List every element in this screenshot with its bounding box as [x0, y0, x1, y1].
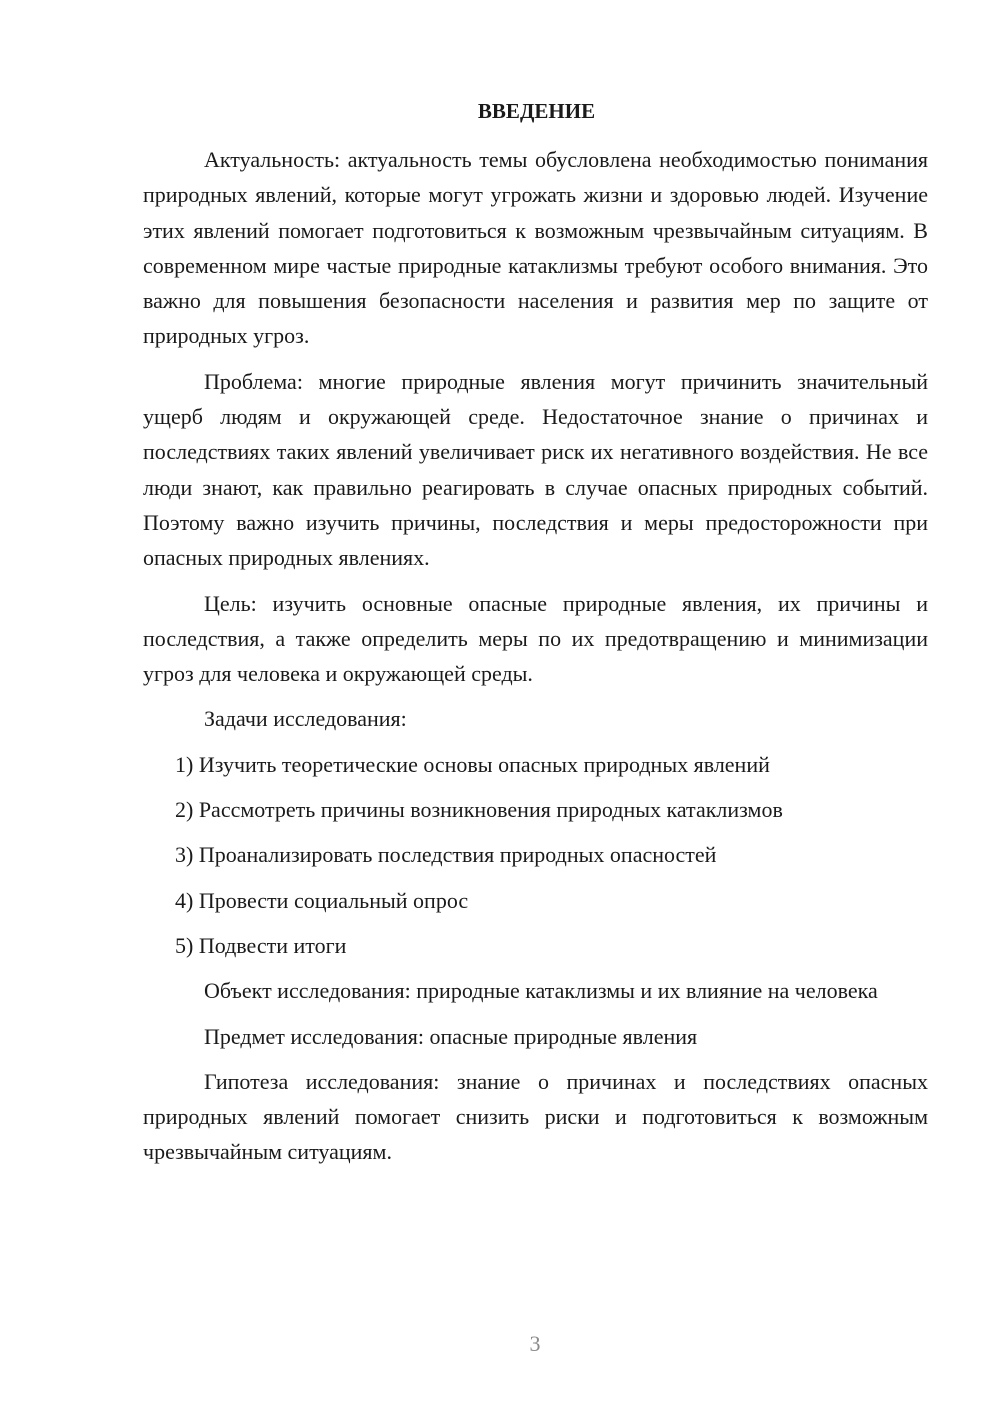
task-item: 4) Провести социальный опрос [175, 887, 469, 913]
task-item: 2) Рассмотреть причины возникновения природных катаклизмов [175, 797, 783, 823]
task-item: 3) Проанализировать последствия природных опасностей [175, 842, 717, 868]
task-item: 1) Изучить теоретические основы опасных природных явлений [175, 751, 770, 777]
goal-paragraph: Цель: изучить основные опасные природные явления, их причины и последствия, а также определить меры по их предотвращению и минимизации угроз для человека и окружающей среды. [143, 590, 928, 687]
hypothesis-paragraph: Гипотеза исследования: знание о причинах и последствиях опасных природных явлений помогает снизить риски и подготовиться к возможным чрезвычайным ситуациям. [143, 1068, 928, 1165]
problem-paragraph: Проблема: многие природные явления могут причинить значительный ущерб людям и окружающей среде. Недостаточное знание о причинах и последствиях таких явлений увеличивает риск их негативного воздействия. Не все люди знают, как правильно реагировать в случае опасных природных событий. Поэтому важно изучить причины, последствия и меры предосторожности при опасных природных явлениях. [143, 368, 928, 571]
tasks-list [143, 747, 928, 963]
page-title: ВВЕДЕНИЕ [477, 99, 596, 123]
page-number: 3 [529, 1331, 541, 1356]
task-item: 5) Подвести итоги [175, 932, 347, 958]
tasks-heading: Задачи исследования: [204, 706, 407, 732]
subject-paragraph: Предмет исследования: опасные природные явления [204, 1023, 698, 1049]
object-paragraph: Объект исследования: природные катаклизмы и их влияние на человека [204, 978, 878, 1004]
relevance-paragraph: Актуальность: актуальность темы обусловлена необходимостью понимания природных явлений, которые могут угрожать жизни и здоровью людей. Изучение этих явлений помогает подготовиться к возможным чрезвычайным ситуациям. В современном мире частые природные катаклизмы требуют особого внимания. Это важно для повышения безопасности населения и развития мер по защите от природных угроз. [143, 147, 928, 349]
page-content [143, 94, 928, 1180]
